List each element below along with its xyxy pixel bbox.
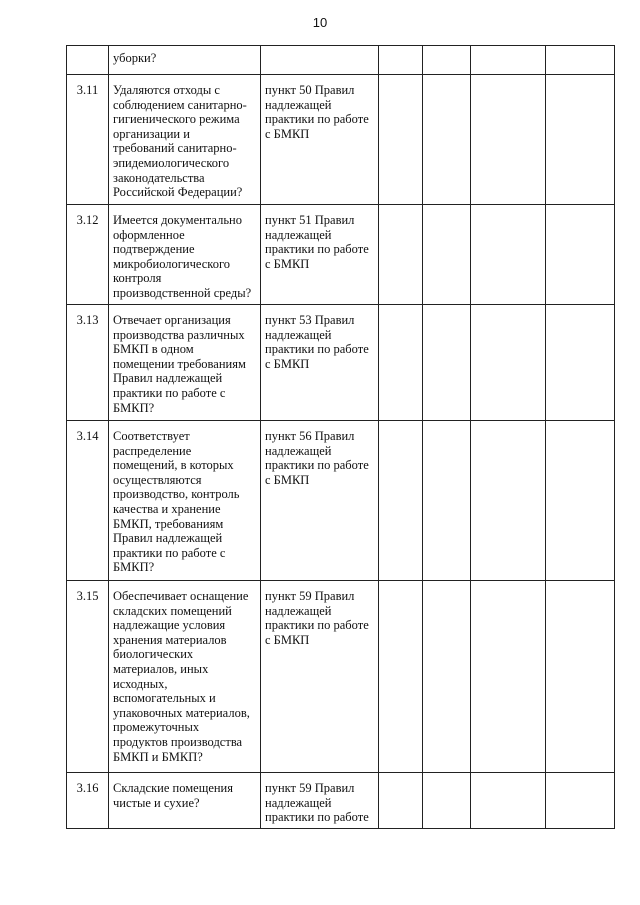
row-number-cell bbox=[67, 46, 109, 75]
answer-yes-cell[interactable] bbox=[379, 305, 423, 421]
question-text-line: Правил надлежащей bbox=[113, 531, 223, 546]
not-applicable-cell[interactable] bbox=[471, 305, 546, 421]
question-text-line: надлежащие условия bbox=[113, 618, 226, 633]
question-text-line: БМКП? bbox=[113, 400, 155, 415]
notes-cell[interactable] bbox=[546, 75, 615, 205]
reference-text-line: с БМКП bbox=[265, 472, 310, 487]
row-number-cell: 3.15 bbox=[67, 581, 109, 773]
reference-text-line: пункт 56 Правил bbox=[265, 429, 355, 443]
legal-reference-cell bbox=[261, 773, 379, 829]
question-text-line: Соответствует bbox=[113, 429, 190, 443]
reference-text-line: практики по работе bbox=[265, 342, 369, 357]
answer-no-cell[interactable] bbox=[423, 305, 471, 421]
question-text-line: осуществляются bbox=[113, 472, 202, 487]
reference-text-line: надлежащей bbox=[265, 227, 332, 242]
question-text-line: помещении требованиям bbox=[113, 356, 246, 371]
notes-cell[interactable] bbox=[546, 581, 615, 773]
row-number-cell: 3.14 bbox=[67, 421, 109, 581]
reference-text-line: надлежащей bbox=[265, 603, 332, 618]
table-row bbox=[67, 305, 615, 421]
question-text-line: БМКП? bbox=[113, 560, 155, 575]
reference-text-line: пункт 50 Правил bbox=[265, 83, 355, 97]
question-text-line: подтверждение bbox=[113, 242, 195, 257]
reference-text-line: пункт 51 Правил bbox=[265, 213, 355, 227]
question-text-line: микробиологического bbox=[113, 256, 231, 271]
reference-text-line: с БМКП bbox=[265, 356, 310, 371]
reference-text-line: практики по работе bbox=[265, 112, 369, 127]
answer-yes-cell[interactable] bbox=[379, 205, 423, 305]
answer-no-cell[interactable] bbox=[423, 46, 471, 75]
question-text-line: требований санитарно- bbox=[113, 141, 237, 156]
reference-text-line: с БМКП bbox=[265, 256, 310, 271]
question-text-line: биологических bbox=[113, 647, 194, 662]
question-text-line: Складские помещения bbox=[113, 781, 234, 795]
reference-text-line: надлежащей bbox=[265, 327, 332, 342]
answer-yes-cell[interactable] bbox=[379, 46, 423, 75]
question-text-line: качества и хранение bbox=[113, 501, 221, 516]
question-cell bbox=[109, 46, 261, 75]
question-text-line: складских помещений bbox=[113, 603, 232, 618]
question-text-line: Имеется документально bbox=[113, 213, 242, 227]
answer-no-cell[interactable] bbox=[423, 421, 471, 581]
question-text-line: производственной среды? bbox=[113, 285, 252, 300]
answer-no-cell[interactable] bbox=[423, 75, 471, 205]
page-number: 10 bbox=[312, 15, 328, 30]
question-text-line: гигиенического режима bbox=[113, 112, 240, 127]
reference-text-line: с БМКП bbox=[265, 632, 310, 647]
question-text-line: упаковочных материалов, bbox=[113, 705, 250, 720]
question-text-line: Удаляются отходы с bbox=[113, 83, 220, 97]
question-text-line: соблюдением санитарно- bbox=[113, 97, 247, 112]
question-text-line: БМКП и БМКП? bbox=[113, 749, 203, 764]
question-cell bbox=[109, 205, 261, 305]
table-row bbox=[67, 205, 615, 305]
notes-cell[interactable] bbox=[546, 305, 615, 421]
row-number-cell: 3.13 bbox=[67, 305, 109, 421]
question-text-line: оформленное bbox=[113, 227, 185, 242]
legal-reference-cell bbox=[261, 46, 379, 75]
reference-text-line: надлежащей bbox=[265, 97, 332, 112]
reference-text-line: практики по работе bbox=[265, 618, 369, 633]
table-row bbox=[67, 46, 615, 75]
question-text-line: вспомогательных и bbox=[113, 691, 216, 706]
answer-yes-cell[interactable] bbox=[379, 773, 423, 829]
answer-no-cell[interactable] bbox=[423, 773, 471, 829]
question-text-line: Обеспечивает оснащение bbox=[113, 589, 249, 603]
table-row bbox=[67, 75, 615, 205]
question-text-line: продуктов производства bbox=[113, 734, 243, 749]
notes-cell[interactable] bbox=[546, 205, 615, 305]
table-row bbox=[67, 421, 615, 581]
notes-cell[interactable] bbox=[546, 46, 615, 75]
table-body bbox=[67, 46, 615, 829]
question-text-line: Отвечает организация bbox=[113, 313, 231, 327]
reference-text-line: пункт 59 Правил bbox=[265, 781, 355, 795]
question-text-line: БМКП в одном bbox=[113, 342, 194, 357]
legal-reference-cell bbox=[261, 305, 379, 421]
question-text-line: промежуточных bbox=[113, 720, 200, 735]
reference-text-line: надлежащей bbox=[265, 795, 332, 810]
question-text-line: чистые и сухие? bbox=[113, 795, 200, 810]
answer-no-cell[interactable] bbox=[423, 205, 471, 305]
answer-yes-cell[interactable] bbox=[379, 421, 423, 581]
question-text-line: организации и bbox=[113, 126, 190, 141]
question-cell bbox=[109, 773, 261, 829]
question-cell bbox=[109, 421, 261, 581]
reference-text-line: пункт 53 Правил bbox=[265, 313, 355, 327]
not-applicable-cell[interactable] bbox=[471, 205, 546, 305]
question-text-line: хранения материалов bbox=[113, 632, 227, 647]
checklist-table bbox=[66, 45, 615, 829]
not-applicable-cell[interactable] bbox=[471, 75, 546, 205]
reference-text-line: с БМКП bbox=[265, 126, 310, 141]
row-number-cell: 3.12 bbox=[67, 205, 109, 305]
question-text-line: законодательства bbox=[113, 170, 205, 185]
notes-cell[interactable] bbox=[546, 773, 615, 829]
table-row bbox=[67, 581, 615, 773]
answer-no-cell[interactable] bbox=[423, 581, 471, 773]
answer-yes-cell[interactable] bbox=[379, 75, 423, 205]
question-text-line: исходных, bbox=[113, 676, 168, 691]
not-applicable-cell[interactable] bbox=[471, 421, 546, 581]
question-text-line: эпидемиологического bbox=[113, 155, 230, 170]
legal-reference-cell bbox=[261, 75, 379, 205]
question-text-line: производство, контроль bbox=[113, 487, 240, 502]
legal-reference-cell bbox=[261, 581, 379, 773]
reference-text-line: пункт 59 Правил bbox=[265, 589, 355, 603]
reference-text-line: практики по работе bbox=[265, 810, 369, 825]
not-applicable-cell[interactable] bbox=[471, 46, 546, 75]
question-cell bbox=[109, 75, 261, 205]
question-text-line: практики по работе с bbox=[113, 385, 226, 400]
legal-reference-cell bbox=[261, 205, 379, 305]
question-cell bbox=[109, 305, 261, 421]
not-applicable-cell[interactable] bbox=[471, 773, 546, 829]
question-text-line: помещений, в которых bbox=[113, 458, 234, 473]
question-text-line: материалов, иных bbox=[113, 661, 209, 676]
answer-yes-cell[interactable] bbox=[379, 581, 423, 773]
not-applicable-cell[interactable] bbox=[471, 581, 546, 773]
question-text-line: уборки? bbox=[113, 51, 157, 65]
legal-reference-cell bbox=[261, 421, 379, 581]
question-text-line: производства различных bbox=[113, 327, 245, 342]
row-number-cell: 3.11 bbox=[67, 75, 109, 205]
question-text-line: Правил надлежащей bbox=[113, 371, 223, 386]
reference-text-line: надлежащей bbox=[265, 443, 332, 458]
reference-text-line: практики по работе bbox=[265, 458, 369, 473]
question-text-line: практики по работе с bbox=[113, 545, 226, 560]
question-text-line: контроля bbox=[113, 271, 162, 286]
question-text-line: Российской Федерации? bbox=[113, 185, 243, 200]
notes-cell[interactable] bbox=[546, 421, 615, 581]
row-number-cell: 3.16 bbox=[67, 773, 109, 829]
reference-text-line: практики по работе bbox=[265, 242, 369, 257]
question-text-line: распределение bbox=[113, 443, 192, 458]
question-cell bbox=[109, 581, 261, 773]
table-row bbox=[67, 773, 615, 829]
question-text-line: БМКП, требованиям bbox=[113, 516, 224, 531]
